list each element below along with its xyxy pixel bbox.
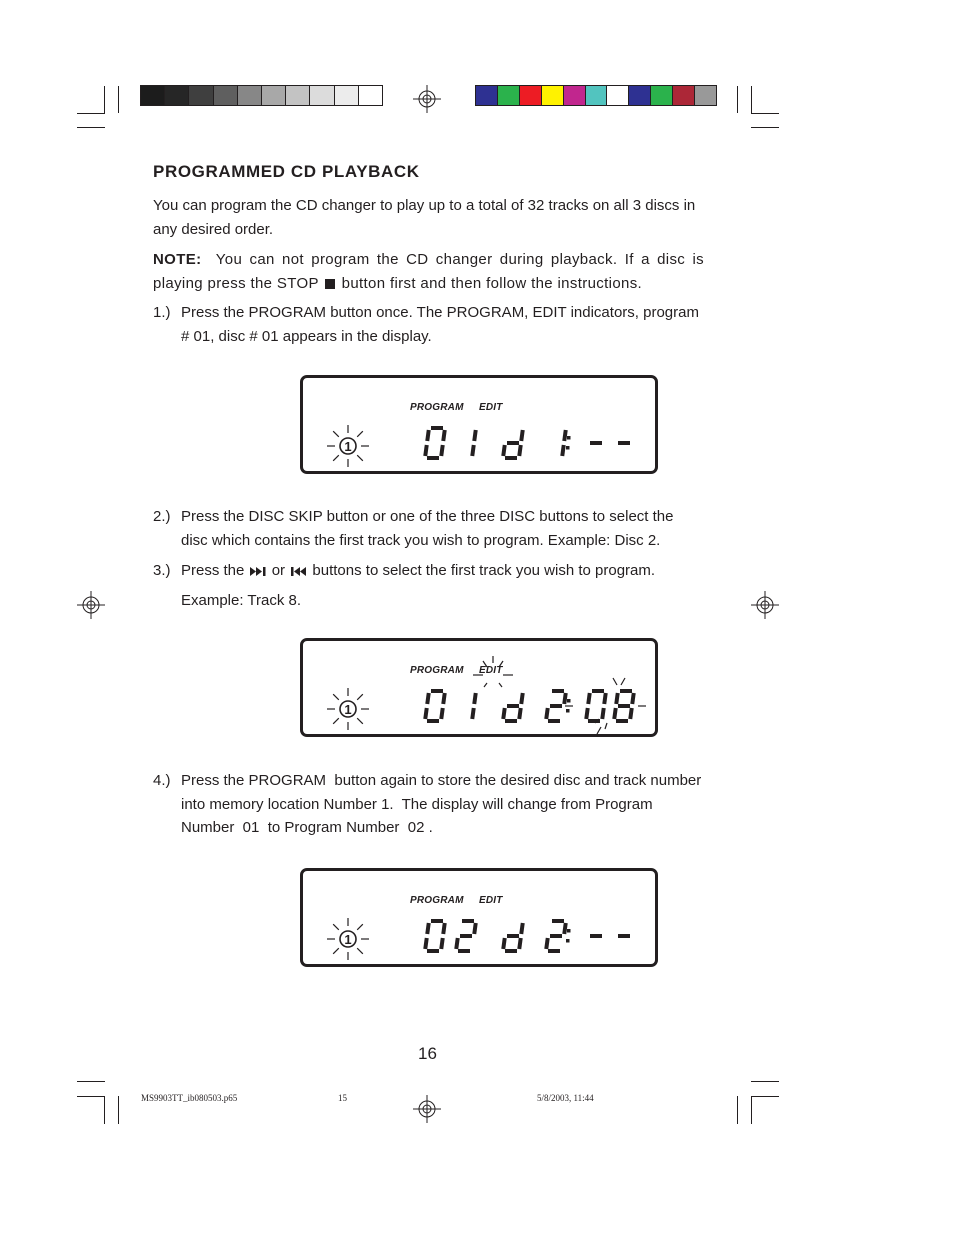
page-number: 16 — [418, 1044, 437, 1063]
lcd-segments — [303, 871, 655, 964]
edit-indicator: EDIT — [479, 895, 503, 906]
registration-target-icon — [412, 1094, 442, 1124]
disc-indicator-number: 1 — [344, 439, 352, 454]
calibration-swatch — [520, 86, 542, 105]
calibration-swatch — [564, 86, 586, 105]
lcd-digit-1 — [456, 921, 475, 951]
edit-blink-rays-icon — [473, 656, 513, 687]
lcd-digit-3 — [546, 921, 565, 951]
step-number: 3.) — [153, 562, 171, 579]
stop-square-icon — [325, 279, 335, 289]
calibration-swatch — [310, 86, 334, 105]
calibration-swatch — [586, 86, 608, 105]
calibration-swatch — [498, 86, 520, 105]
color-calibration-bar — [475, 85, 717, 106]
footer-filename: MS9903TT_ib080503.p65 — [141, 1093, 238, 1103]
lcd-digit-5 — [586, 691, 605, 721]
calibration-swatch — [476, 86, 498, 105]
lcd-digit-0 — [425, 428, 444, 458]
program-indicator: PROGRAM — [410, 402, 464, 413]
step-text: Press the PROGRAM button once. The PROGRAM, EDIT indicators, program # 01, disc # 01 appears in the display. — [181, 304, 699, 345]
step-text-after: buttons to select the first track you wish to program. — [312, 562, 656, 579]
calibration-swatch — [286, 86, 310, 105]
calibration-swatch — [695, 86, 716, 105]
step-text-or: or — [271, 562, 286, 579]
skip-back-icon — [290, 567, 307, 576]
lcd-digit-3 — [562, 430, 565, 456]
registration-target-icon — [76, 590, 106, 620]
calibration-swatch — [141, 86, 165, 105]
step-4 — [153, 769, 704, 841]
track-blink-rays-icon — [565, 678, 646, 734]
registration-target-icon — [412, 84, 442, 114]
calibration-swatch — [607, 86, 629, 105]
footer-page: 15 — [338, 1093, 347, 1103]
program-indicator: PROGRAM — [410, 665, 464, 676]
calibration-swatch — [542, 86, 564, 105]
calibration-swatch — [238, 86, 262, 105]
lcd-digit-0 — [425, 921, 444, 951]
step-text: Press the — [181, 562, 245, 579]
calibration-swatch — [165, 86, 189, 105]
lcd-display-program-01 — [300, 375, 658, 474]
edit-indicator: EDIT — [479, 665, 503, 676]
calibration-swatch — [189, 86, 213, 105]
disc-indicator-number: 1 — [344, 702, 352, 717]
lcd-digit-2 — [503, 923, 522, 951]
lcd-digit-0 — [425, 691, 444, 721]
calibration-swatch — [359, 86, 382, 105]
note-text: You can not program the CD changer during playback. If a disc is playing press the STOP — [153, 251, 704, 292]
calibration-swatch — [335, 86, 359, 105]
calibration-swatch — [629, 86, 651, 105]
program-indicator: PROGRAM — [410, 895, 464, 906]
step-number: 2.) — [153, 508, 171, 525]
note-paragraph — [153, 248, 704, 295]
lcd-digit-2 — [503, 693, 522, 721]
step-3 — [153, 559, 704, 615]
footer-date: 5/8/2003, 11:44 — [537, 1093, 594, 1103]
registration-target-icon — [750, 590, 780, 620]
page-title: PROGRAMMED CD PLAYBACK — [153, 162, 420, 181]
step-text: Press the DISC SKIP button or one of the three DISC buttons to select the disc which contains the first track you wish to program. Example: Disc 2. — [181, 508, 674, 549]
lcd-segments — [303, 378, 655, 471]
lcd-display-program-02 — [300, 868, 658, 967]
calibration-swatch — [651, 86, 673, 105]
calibration-swatch — [262, 86, 286, 105]
lcd-digit-6 — [614, 691, 633, 721]
note-label: NOTE: — [153, 251, 202, 268]
lcd-digit-1 — [472, 430, 475, 456]
skip-forward-icon — [250, 567, 267, 576]
calibration-swatch — [214, 86, 238, 105]
step-number: 4.) — [153, 772, 171, 789]
disc-indicator-number: 1 — [344, 932, 352, 947]
lcd-digit-3 — [546, 691, 565, 721]
step-2 — [153, 505, 704, 553]
lcd-segments — [303, 641, 655, 734]
lcd-digit-2 — [503, 430, 522, 458]
intro-paragraph: You can program the CD changer to play up to a total of 32 tracks on all 3 discs in any desired order. — [153, 197, 696, 238]
lcd-digit-1 — [472, 693, 475, 719]
step-text: Press the PROGRAM button again to store the desired disc and track number into memory location Number 1. The display will change from Program Number 01 to Program Number 02 . — [181, 772, 706, 836]
step-1 — [153, 301, 704, 349]
grayscale-calibration-bar — [140, 85, 383, 106]
step-number: 1.) — [153, 304, 171, 321]
lcd-display-program-01-disc-2-track-08 — [300, 638, 658, 737]
note-text-after: button first and then follow the instructions. — [341, 274, 643, 292]
calibration-swatch — [673, 86, 695, 105]
step-example: Example: Track 8. — [181, 591, 302, 609]
edit-indicator: EDIT — [479, 402, 503, 413]
